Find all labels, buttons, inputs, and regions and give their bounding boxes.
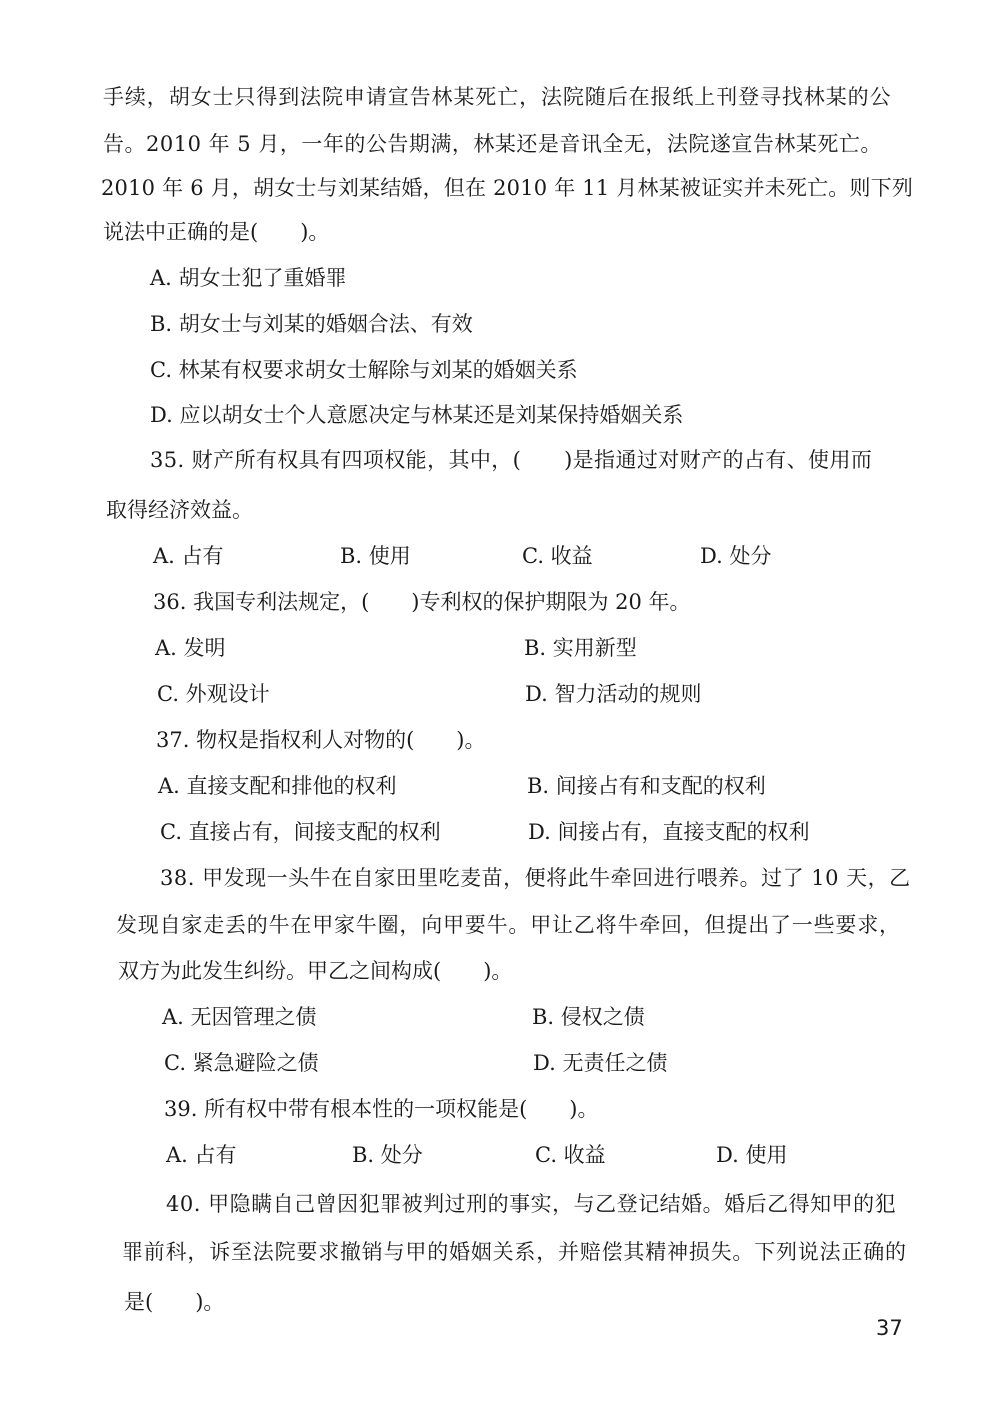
option-b: B. 使用: [340, 544, 411, 568]
q35-text-line: [0, 438, 1000, 482]
q40-text-line: [0, 1230, 1000, 1274]
option-d: D. 处分: [700, 544, 772, 568]
q36-options: [0, 626, 1000, 670]
question-text: 说法中正确的是( )。: [103, 220, 330, 244]
q34-option-line: [0, 393, 1000, 437]
q40-text-line: [0, 1280, 1000, 1324]
question-text: 手续，胡女士只得到法院申请宣告林某死亡，法院随后在报纸上刊登寻找林某的公: [103, 85, 892, 109]
option-c: C. 外观设计: [157, 682, 270, 706]
option-b: B. 实用新型: [524, 636, 637, 660]
option-d: D. 使用: [716, 1143, 788, 1167]
q34-option-line: [0, 256, 1000, 300]
q38-text-line: [0, 903, 1000, 947]
option-a: A. 直接支配和排他的权利: [158, 774, 397, 798]
q34-option-line: [0, 348, 1000, 392]
question-text: 38. 甲发现一头牛在自家田里吃麦苗，便将此牛牵回进行喂养。过了 10 天，乙: [160, 866, 911, 890]
option-b: B. 间接占有和支配的权利: [527, 774, 766, 798]
q40-text-line: [0, 1182, 1000, 1226]
option-a: A. 胡女士犯了重婚罪: [150, 266, 347, 290]
option-b: B. 侵权之债: [532, 1005, 645, 1029]
question-text: 告。2010 年 5 月，一年的公告期满，林某还是音讯全无，法院遂宣告林某死亡。: [103, 132, 882, 156]
question-text: 是( )。: [124, 1290, 225, 1314]
option-b: B. 处分: [352, 1143, 423, 1167]
option-a: A. 无因管理之债: [162, 1005, 317, 1029]
question-text: 39. 所有权中带有根本性的一项权能是( )。: [164, 1097, 599, 1121]
option-c: C. 收益: [535, 1143, 606, 1167]
q39-options: [0, 1133, 1000, 1177]
q39-text-line: [0, 1087, 1000, 1131]
q38-text-line: [0, 856, 1000, 900]
option-c: C. 林某有权要求胡女士解除与刘某的婚姻关系: [150, 358, 578, 382]
question-text: 2010 年 6 月，胡女士与刘某结婚，但在 2010 年 11 月林某被证实并未死亡。则下列: [101, 176, 914, 200]
q34-text-line: [0, 166, 1000, 210]
question-text: 取得经济效益。: [106, 498, 253, 522]
option-c: C. 紧急避险之债: [164, 1051, 319, 1075]
option-d: D. 智力活动的规则: [525, 682, 702, 706]
option-d: D. 间接占有，直接支配的权利: [528, 820, 810, 844]
option-b: B. 胡女士与刘某的婚姻合法、有效: [150, 312, 473, 336]
q34-option-line: [0, 302, 1000, 346]
q34-text-line: [0, 210, 1000, 254]
q38-options: [0, 1041, 1000, 1085]
question-text: 35. 财产所有权具有四项权能，其中，( )是指通过对财产的占有、使用而: [150, 448, 873, 472]
q35-options: [0, 534, 1000, 578]
q34-text-line: [0, 75, 1000, 119]
q37-options: [0, 810, 1000, 854]
option-a: A. 占有: [166, 1143, 237, 1167]
option-a: A. 发明: [155, 636, 226, 660]
q38-text-line: [0, 949, 1000, 993]
option-d: D. 无责任之债: [533, 1051, 668, 1075]
q37-options: [0, 764, 1000, 808]
option-a: A. 占有: [153, 544, 224, 568]
question-text: 36. 我国专利法规定，( )专利权的保护期限为 20 年。: [153, 590, 691, 614]
question-text: 37. 物权是指权利人对物的( )。: [156, 728, 486, 752]
q37-text-line: [0, 718, 1000, 762]
question-text: 发现自家走丢的牛在甲家牛圈，向甲要牛。甲让乙将牛牵回，但提出了一些要求，: [116, 913, 901, 937]
q38-options: [0, 995, 1000, 1039]
q35-text-line: [0, 488, 1000, 532]
question-text: 40. 甲隐瞒自己曾因犯罪被判过刑的事实，与乙登记结婚。婚后乙得知甲的犯: [166, 1192, 897, 1216]
q36-options: [0, 672, 1000, 716]
option-d: D. 应以胡女士个人意愿决定与林某还是刘某保持婚姻关系: [150, 403, 684, 427]
question-text: 罪前科，诉至法院要求撤销与甲的婚姻关系，并赔偿其精神损失。下列说法正确的: [122, 1240, 907, 1264]
option-c: C. 收益: [522, 544, 593, 568]
option-c: C. 直接占有，间接支配的权利: [160, 820, 441, 844]
q36-text-line: [0, 580, 1000, 624]
page-number: 37: [876, 1316, 903, 1340]
question-text: 双方为此发生纠纷。甲乙之间构成( )。: [118, 959, 513, 983]
q34-text-line: [0, 122, 1000, 166]
